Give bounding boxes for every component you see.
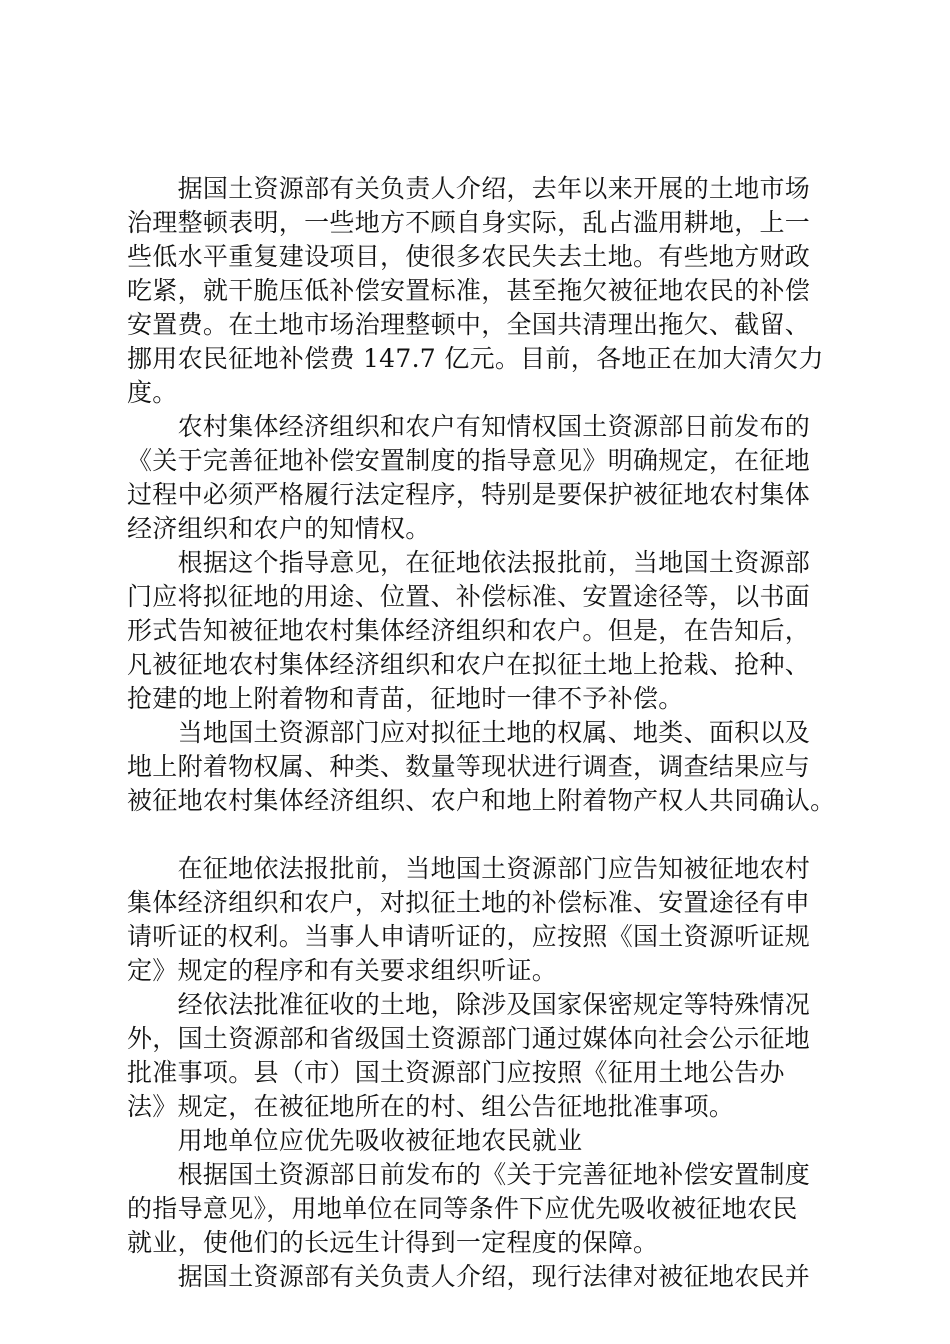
text-line: 当地国土资源部门应对拟征土地的权属、地类、面积以及 [127, 718, 811, 747]
text-line: 形式告知被征地农村集体经济组织和农户。但是，在告知后， [127, 616, 811, 645]
text-line: 度。 [127, 378, 178, 407]
text-line: 吃紧，就干脆压低补偿安置标准，甚至拖欠被征地农民的补偿 [127, 276, 811, 305]
text-line: 经济组织和农户的知情权。 [127, 514, 431, 543]
text-line: 外，国土资源部和省级国土资源部门通过媒体向社会公示征地 [127, 1024, 811, 1053]
text-line: 治理整顿表明，一些地方不顾自身实际，乱占滥用耕地，上一 [127, 208, 811, 237]
text-line: 据国土资源部有关负责人介绍，现行法律对被征地农民并 [127, 1262, 811, 1291]
text-line: 根据国土资源部日前发布的《关于完善征地补偿安置制度 [127, 1160, 811, 1189]
text-line: 《关于完善征地补偿安置制度的指导意见》明确规定，在征地 [127, 446, 811, 475]
text-line: 法》规定，在被征地所在的村、组公告征地批准事项。 [127, 1092, 735, 1121]
text-line: 安置费。在土地市场治理整顿中，全国共清理出拖欠、截留、 [127, 310, 811, 339]
text-line: 些低水平重复建设项目，使很多农民失去土地。有些地方财政 [127, 242, 811, 271]
text-line: 批准事项。县（市）国土资源部门应按照《征用土地公告办 [127, 1058, 785, 1087]
text-line: 集体经济组织和农户，对拟征土地的补偿标准、安置途径有申 [127, 888, 811, 917]
text-line: 经依法批准征收的土地，除涉及国家保密规定等特殊情况 [127, 990, 811, 1019]
text-line: 地上附着物权属、种类、数量等现状进行调查，调查结果应与 [127, 752, 811, 781]
text-line: 抢建的地上附着物和青苗，征地时一律不予补偿。 [127, 684, 684, 713]
text-line: 被征地农村集体经济组织、农户和地上附着物产权人共同确认。 [127, 786, 836, 815]
text-line: 挪用农民征地补偿费 147.7 亿元。目前，各地正在加大清欠力 [127, 344, 824, 373]
text-line: 根据这个指导意见，在征地依法报批前，当地国土资源部 [127, 548, 811, 577]
text-line: 定》规定的程序和有关要求组织听证。 [127, 956, 558, 985]
text-line: 的指导意见》，用地单位在同等条件下应优先吸收被征地农民 [127, 1194, 798, 1223]
text-line: 农村集体经济组织和农户有知情权国土资源部日前发布的 [127, 412, 811, 441]
text-line: 凡被征地农村集体经济组织和农户在拟征土地上抢栽、抢种、 [127, 650, 811, 679]
text-line: 就业，使他们的长远生计得到一定程度的保障。 [127, 1228, 659, 1257]
text-line: 据国土资源部有关负责人介绍，去年以来开展的土地市场 [127, 174, 811, 203]
text-line: 用地单位应优先吸收被征地农民就业 [127, 1126, 583, 1155]
text-line: 过程中必须严格履行法定程序，特别是要保护被征地农村集体 [127, 480, 811, 509]
text-line: 在征地依法报批前，当地国土资源部门应告知被征地农村 [127, 854, 811, 883]
text-line: 请听证的权利。当事人申请听证的，应按照《国土资源听证规 [127, 922, 811, 951]
text-line: 门应将拟征地的用途、位置、补偿标准、安置途径等，以书面 [127, 582, 811, 611]
